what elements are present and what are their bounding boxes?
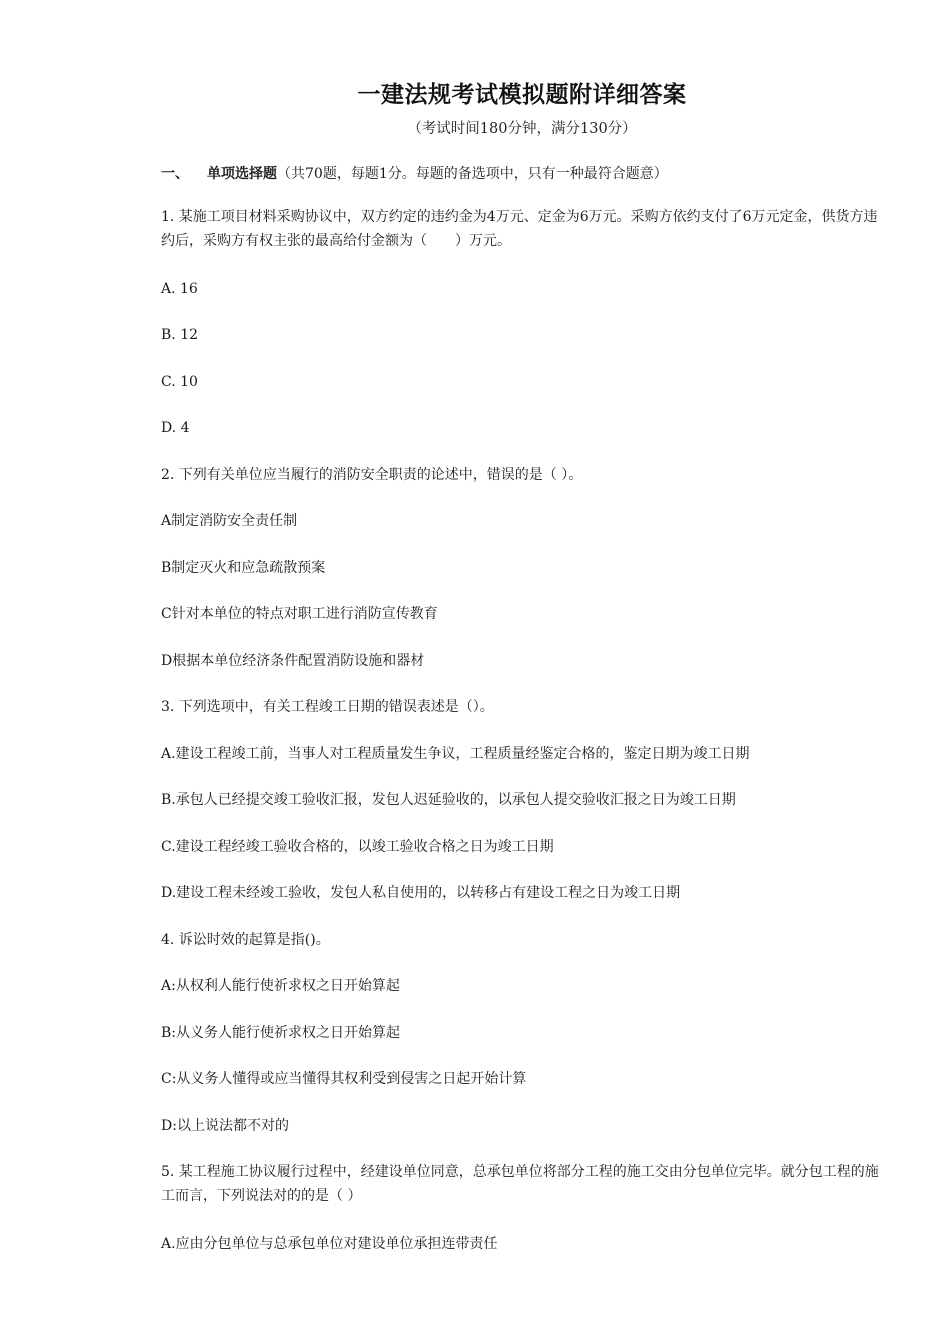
question-option: A:从权利人能行使祈求权之日开始算起 [161,978,400,994]
question-stem: 1. 某施工项目材料采购协议中，双方约定的违约金为4万元、定金为6万元。采购方依约支付了6万元定金，供货方违约后，采购方有权主张的最高给付金额为（ ）万元。 [161,209,878,249]
question-stem: 2. 下列有关单位应当履行的消防安全职责的论述中，错误的是（ ）。 [161,467,583,483]
question-option: B.承包人已经提交竣工验收汇报，发包人迟延验收的，以承包人提交验收汇报之日为竣工日期 [161,792,736,808]
question-option: D根据本单位经济条件配置消防设施和器材 [161,653,425,669]
question-option: B. 12 [161,327,199,343]
question-option: D. 4 [161,420,190,436]
question-option: D:以上说法都不对的 [161,1118,289,1134]
question-option: A.建设工程竣工前，当事人对工程质量发生争议，工程质量经鉴定合格的，鉴定日期为竣工日期 [161,746,750,762]
section-number: 一、 [161,166,189,182]
question-stem: 4. 诉讼时效的起算是指()。 [161,932,330,948]
question-option: D.建设工程未经竣工验收，发包人私自使用的，以转移占有建设工程之日为竣工日期 [161,885,681,901]
section-heading [161,163,668,183]
section-note: （共70题，每题1分。每题的备选项中，只有一种最符合题意） [277,166,668,182]
question-option: C针对本单位的特点对职工进行消防宣传教育 [161,606,438,622]
question-option: A制定消防安全责任制 [161,513,298,529]
section-name: 单项选择题 [207,166,277,182]
question-stem: 5. 某工程施工协议履行过程中，经建设单位同意，总承包单位将部分工程的施工交由分包单位完毕。就分包工程的施工而言，下列说法对的的是（ ） [161,1164,879,1204]
question-option: B制定灭火和应急疏散预案 [161,560,326,576]
question-stem: 3. 下列选项中，有关工程竣工日期的错误表述是（）。 [161,699,494,715]
question-option: C:从义务人懂得或应当懂得其权利受到侵害之日起开始计算 [161,1071,527,1087]
question-option: B:从义务人能行使祈求权之日开始算起 [161,1025,401,1041]
question-option: A. 16 [161,281,198,297]
question-option: C.建设工程经竣工验收合格的，以竣工验收合格之日为竣工日期 [161,839,554,855]
document-subtitle: （考试时间180分钟，满分130分） [407,121,637,137]
question-option: A.应由分包单位与总承包单位对建设单位承担连带责任 [161,1236,498,1252]
document-title: 一建法规考试模拟题附详细答案 [357,81,687,108]
question-option: C. 10 [161,374,198,390]
